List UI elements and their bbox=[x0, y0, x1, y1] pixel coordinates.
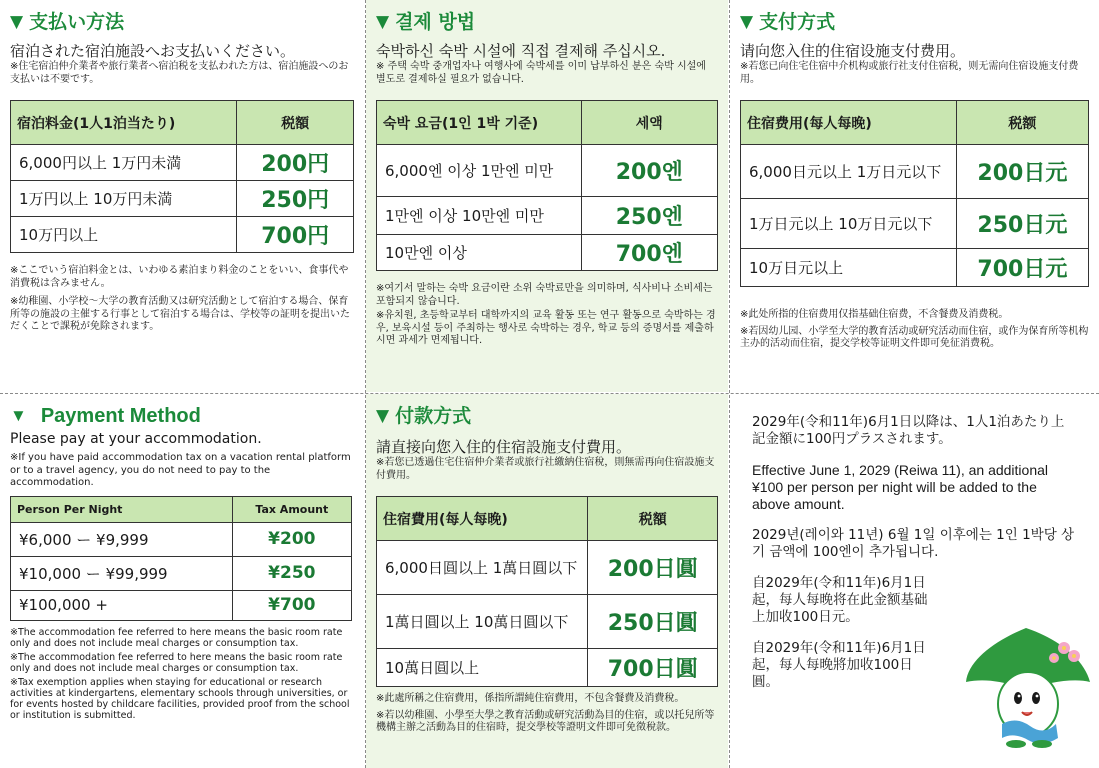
english-note-1: ※The accommodation fee referred to here means the basic room rate only and does not include meal charges or consumption tax. bbox=[10, 626, 343, 649]
tax-amount: 200日圓 bbox=[588, 541, 718, 595]
zhs-note-1: ※此处所指的住宿费用仅指基础住宿费，不含餐费及消费税。 bbox=[740, 309, 1009, 320]
fee-range: ¥100,000 + bbox=[11, 590, 233, 620]
table-row bbox=[11, 217, 354, 253]
table-row bbox=[377, 649, 718, 687]
triangle-icon: ▼ bbox=[10, 12, 24, 32]
fee-range: ¥6,000 ー ¥9,999 bbox=[11, 522, 233, 556]
japanese-tax-table bbox=[10, 100, 354, 253]
panel-korean bbox=[366, 0, 728, 392]
japanese-heading bbox=[10, 10, 354, 34]
zht-subnote: ※若您已透過住宅住宿仲介業者或旅行社繳納住宿稅，則無需再向住宿設施支付費用。 bbox=[376, 457, 715, 481]
panel-simplified-chinese bbox=[730, 0, 1099, 392]
zht-note-2: ※若以幼稚園、小學至大學之教育活動或研究活動為目的住宿，或以托兒所等機構主辦之活動為目的住宿時，提交學校等證明文件即可免徵稅款。 bbox=[376, 709, 715, 733]
fee-range: 1万円以上 10万円未満 bbox=[11, 181, 237, 217]
korean-note-1: ※여기서 말하는 숙박 요금이란 소위 숙박료만을 의미하며, 식사비나 소비세는 포함되지 않습니다. bbox=[376, 283, 713, 307]
info-japanese: 2029年(令和11年)6月1日以降は、1人1泊あたり上記金額に100円プラスされます。 bbox=[752, 414, 1065, 447]
panel-english bbox=[0, 394, 364, 768]
english-note-3: ※Tax exemption applies when staying for educational or research activities at kindergartens, elementary schools through universities, or for events hosted by childcare facilities, provided proof from the school or institution is submitted. bbox=[10, 676, 350, 721]
english-note-2: ※The accommodation fee referred to here means the basic room rate only and does not include meal charges or consumption tax. bbox=[10, 651, 343, 674]
zht-tax-table bbox=[376, 496, 718, 687]
col-header-tax: 税额 bbox=[956, 101, 1088, 145]
english-title: Payment Method bbox=[40, 405, 201, 427]
table-row bbox=[377, 197, 718, 235]
japanese-title: 支払い方法 bbox=[29, 11, 125, 33]
zhs-lead: 请向您入住的住宿设施支付费用。 bbox=[740, 42, 966, 60]
korean-note-2: ※유치원, 초등학교부터 대학까지의 교육 활동 또는 연구 활동으로 숙박하는 경우, 보육시설 등이 주최하는 행사로 숙박하는 경우, 학교 등의 증명서를 제출하시면 과세가 면제됩니다. bbox=[376, 310, 716, 346]
divider-vertical-1 bbox=[365, 0, 366, 768]
triangle-icon: ▼ bbox=[740, 12, 754, 32]
fee-range: 1万日元以上 10万日元以下 bbox=[741, 199, 957, 249]
col-header-tax: 税額 bbox=[237, 101, 354, 145]
tax-amount: 250日圓 bbox=[588, 595, 718, 649]
table-row bbox=[377, 595, 718, 649]
fee-range: 6,000日圓以上 1萬日圓以下 bbox=[377, 541, 588, 595]
triangle-icon: ▼ bbox=[376, 406, 390, 426]
tax-amount: 250日元 bbox=[956, 199, 1088, 249]
divider-vertical-2 bbox=[729, 0, 730, 768]
col-header-fee: Person Per Night bbox=[11, 496, 233, 522]
fee-range: 6,000엔 이상 1만엔 미만 bbox=[377, 145, 582, 197]
zhs-subnote: ※若您已向住宅住宿中介机构或旅行社支付住宿税，则无需向住宿设施支付费用。 bbox=[740, 61, 1079, 85]
triangle-icon: ▼ bbox=[376, 12, 390, 32]
fee-range: 6,000日元以上 1万日元以下 bbox=[741, 145, 957, 199]
fee-range: 6,000円以上 1万円未満 bbox=[11, 145, 237, 181]
zhs-tax-table bbox=[740, 100, 1089, 287]
col-header-tax: 税額 bbox=[588, 497, 718, 541]
tax-amount: 700日元 bbox=[956, 249, 1088, 287]
info-simplified-chinese: 自2029年(令和11年)6月1日起，每人每晚将在此金额基础上加收100日元。 bbox=[752, 575, 928, 625]
tax-amount: 200엔 bbox=[581, 145, 717, 197]
zht-heading bbox=[376, 404, 718, 428]
fee-range: 1萬日圓以上 10萬日圓以下 bbox=[377, 595, 588, 649]
english-tax-table bbox=[10, 496, 352, 621]
panel-japanese bbox=[0, 0, 364, 392]
tax-amount: ¥700 bbox=[232, 590, 351, 620]
triangle-icon: ▼ bbox=[10, 406, 27, 425]
panel-traditional-chinese bbox=[366, 394, 728, 768]
zht-lead: 請直接向您入住的住宿設施支付費用。 bbox=[376, 438, 632, 456]
table-row bbox=[741, 199, 1089, 249]
fee-range: 10萬日圓以上 bbox=[377, 649, 588, 687]
english-lead: Please pay at your accommodation. bbox=[10, 431, 262, 447]
tax-amount: 200円 bbox=[237, 145, 354, 181]
tax-amount: 200日元 bbox=[956, 145, 1088, 199]
info-traditional-chinese: 自2029年(令和11年)6月1日起，每人每晚將加收100日圓。 bbox=[752, 640, 926, 690]
fee-range: ¥10,000 ー ¥99,999 bbox=[11, 556, 233, 590]
tax-amount: ¥200 bbox=[232, 522, 351, 556]
korean-tax-table bbox=[376, 100, 718, 271]
fee-range: 10万円以上 bbox=[11, 217, 237, 253]
table-row bbox=[11, 145, 354, 181]
fee-range: 10만엔 이상 bbox=[377, 235, 582, 271]
fee-range: 1만엔 이상 10만엔 미만 bbox=[377, 197, 582, 235]
tax-amount: 700円 bbox=[237, 217, 354, 253]
table-row bbox=[11, 590, 352, 620]
mascot-icon bbox=[956, 620, 1096, 750]
tax-amount: 700日圓 bbox=[588, 649, 718, 687]
tax-amount: ¥250 bbox=[232, 556, 351, 590]
tax-amount: 250円 bbox=[237, 181, 354, 217]
col-header-fee: 숙박 요금(1인 1박 기준) bbox=[377, 101, 582, 145]
col-header-fee: 住宿费用(每人每晚) bbox=[741, 101, 957, 145]
col-header-tax: 세액 bbox=[581, 101, 717, 145]
korean-title: 결제 방법 bbox=[395, 11, 476, 33]
korean-lead: 숙박하신 숙박 시설에 직접 결제해 주십시오. bbox=[376, 42, 666, 60]
tax-amount: 700엔 bbox=[581, 235, 717, 271]
fee-range: 10万日元以上 bbox=[741, 249, 957, 287]
col-header-fee: 住宿費用(每人每晚) bbox=[377, 497, 588, 541]
panel-info bbox=[730, 394, 1099, 768]
table-row bbox=[377, 145, 718, 197]
japanese-note-2: ※幼稚園、小学校～大学の教育活動又は研究活動として宿泊する場合、保育所等の施設の主催する行事として宿泊する場合は、学校等の証明を提出いただくことで課税が免除されます。 bbox=[10, 296, 350, 332]
divider-horizontal bbox=[0, 393, 1099, 394]
info-english: Effective June 1, 2029 (Reiwa 11), an additional ¥100 per person per night will be added to the above amount. bbox=[752, 462, 1049, 512]
zhs-title: 支付方式 bbox=[759, 11, 836, 33]
zht-note-1: ※此處所稱之住宿費用，係指所謂純住宿費用，不包含餐費及消費稅。 bbox=[376, 693, 685, 704]
table-row bbox=[11, 181, 354, 217]
english-heading bbox=[10, 404, 354, 428]
col-header-tax: Tax Amount bbox=[232, 496, 351, 522]
korean-heading bbox=[376, 10, 718, 34]
zht-title: 付款方式 bbox=[395, 405, 472, 427]
table-row bbox=[11, 556, 352, 590]
table-row bbox=[377, 541, 718, 595]
english-subnote: ※If you have paid accommodation tax on a vacation rental platform or to a travel agency, you do not need to pay to the accommodation. bbox=[10, 452, 351, 488]
zhs-note-2: ※若因幼儿园、小学至大学的教育活动或研究活动而住宿，或作为保育所等机构主办的活动而住宿，提交学校等证明文件即可免征消费税。 bbox=[740, 325, 1089, 349]
table-row bbox=[11, 522, 352, 556]
table-row bbox=[741, 145, 1089, 199]
japanese-note-1: ※ここでいう宿泊料金とは、いわゆる素泊まり料金のことをいい、食事代や消費税は含みません。 bbox=[10, 265, 349, 289]
table-row bbox=[741, 249, 1089, 287]
japanese-subnote: ※住宅宿泊仲介業者や旅行業者へ宿泊税を支払われた方は、宿泊施設へのお支払いは不要です。 bbox=[10, 61, 349, 85]
table-row bbox=[377, 235, 718, 271]
korean-subnote: ※ 주택 숙박 중개업자나 여행사에 숙박세를 이미 납부하신 분은 숙박 시설에 별도로 결제하실 필요가 없습니다. bbox=[376, 61, 706, 85]
zhs-heading bbox=[740, 10, 1089, 34]
japanese-lead: 宿泊された宿泊施設へお支払いください。 bbox=[10, 42, 296, 60]
tax-amount: 250엔 bbox=[581, 197, 717, 235]
info-korean: 2029년(레이와 11년) 6월 1일 이후에는 1인 1박당 상기 금액에 100엔이 추가됩니다. bbox=[752, 527, 1075, 560]
col-header-fee: 宿泊料金(1人1泊当たり) bbox=[11, 101, 237, 145]
